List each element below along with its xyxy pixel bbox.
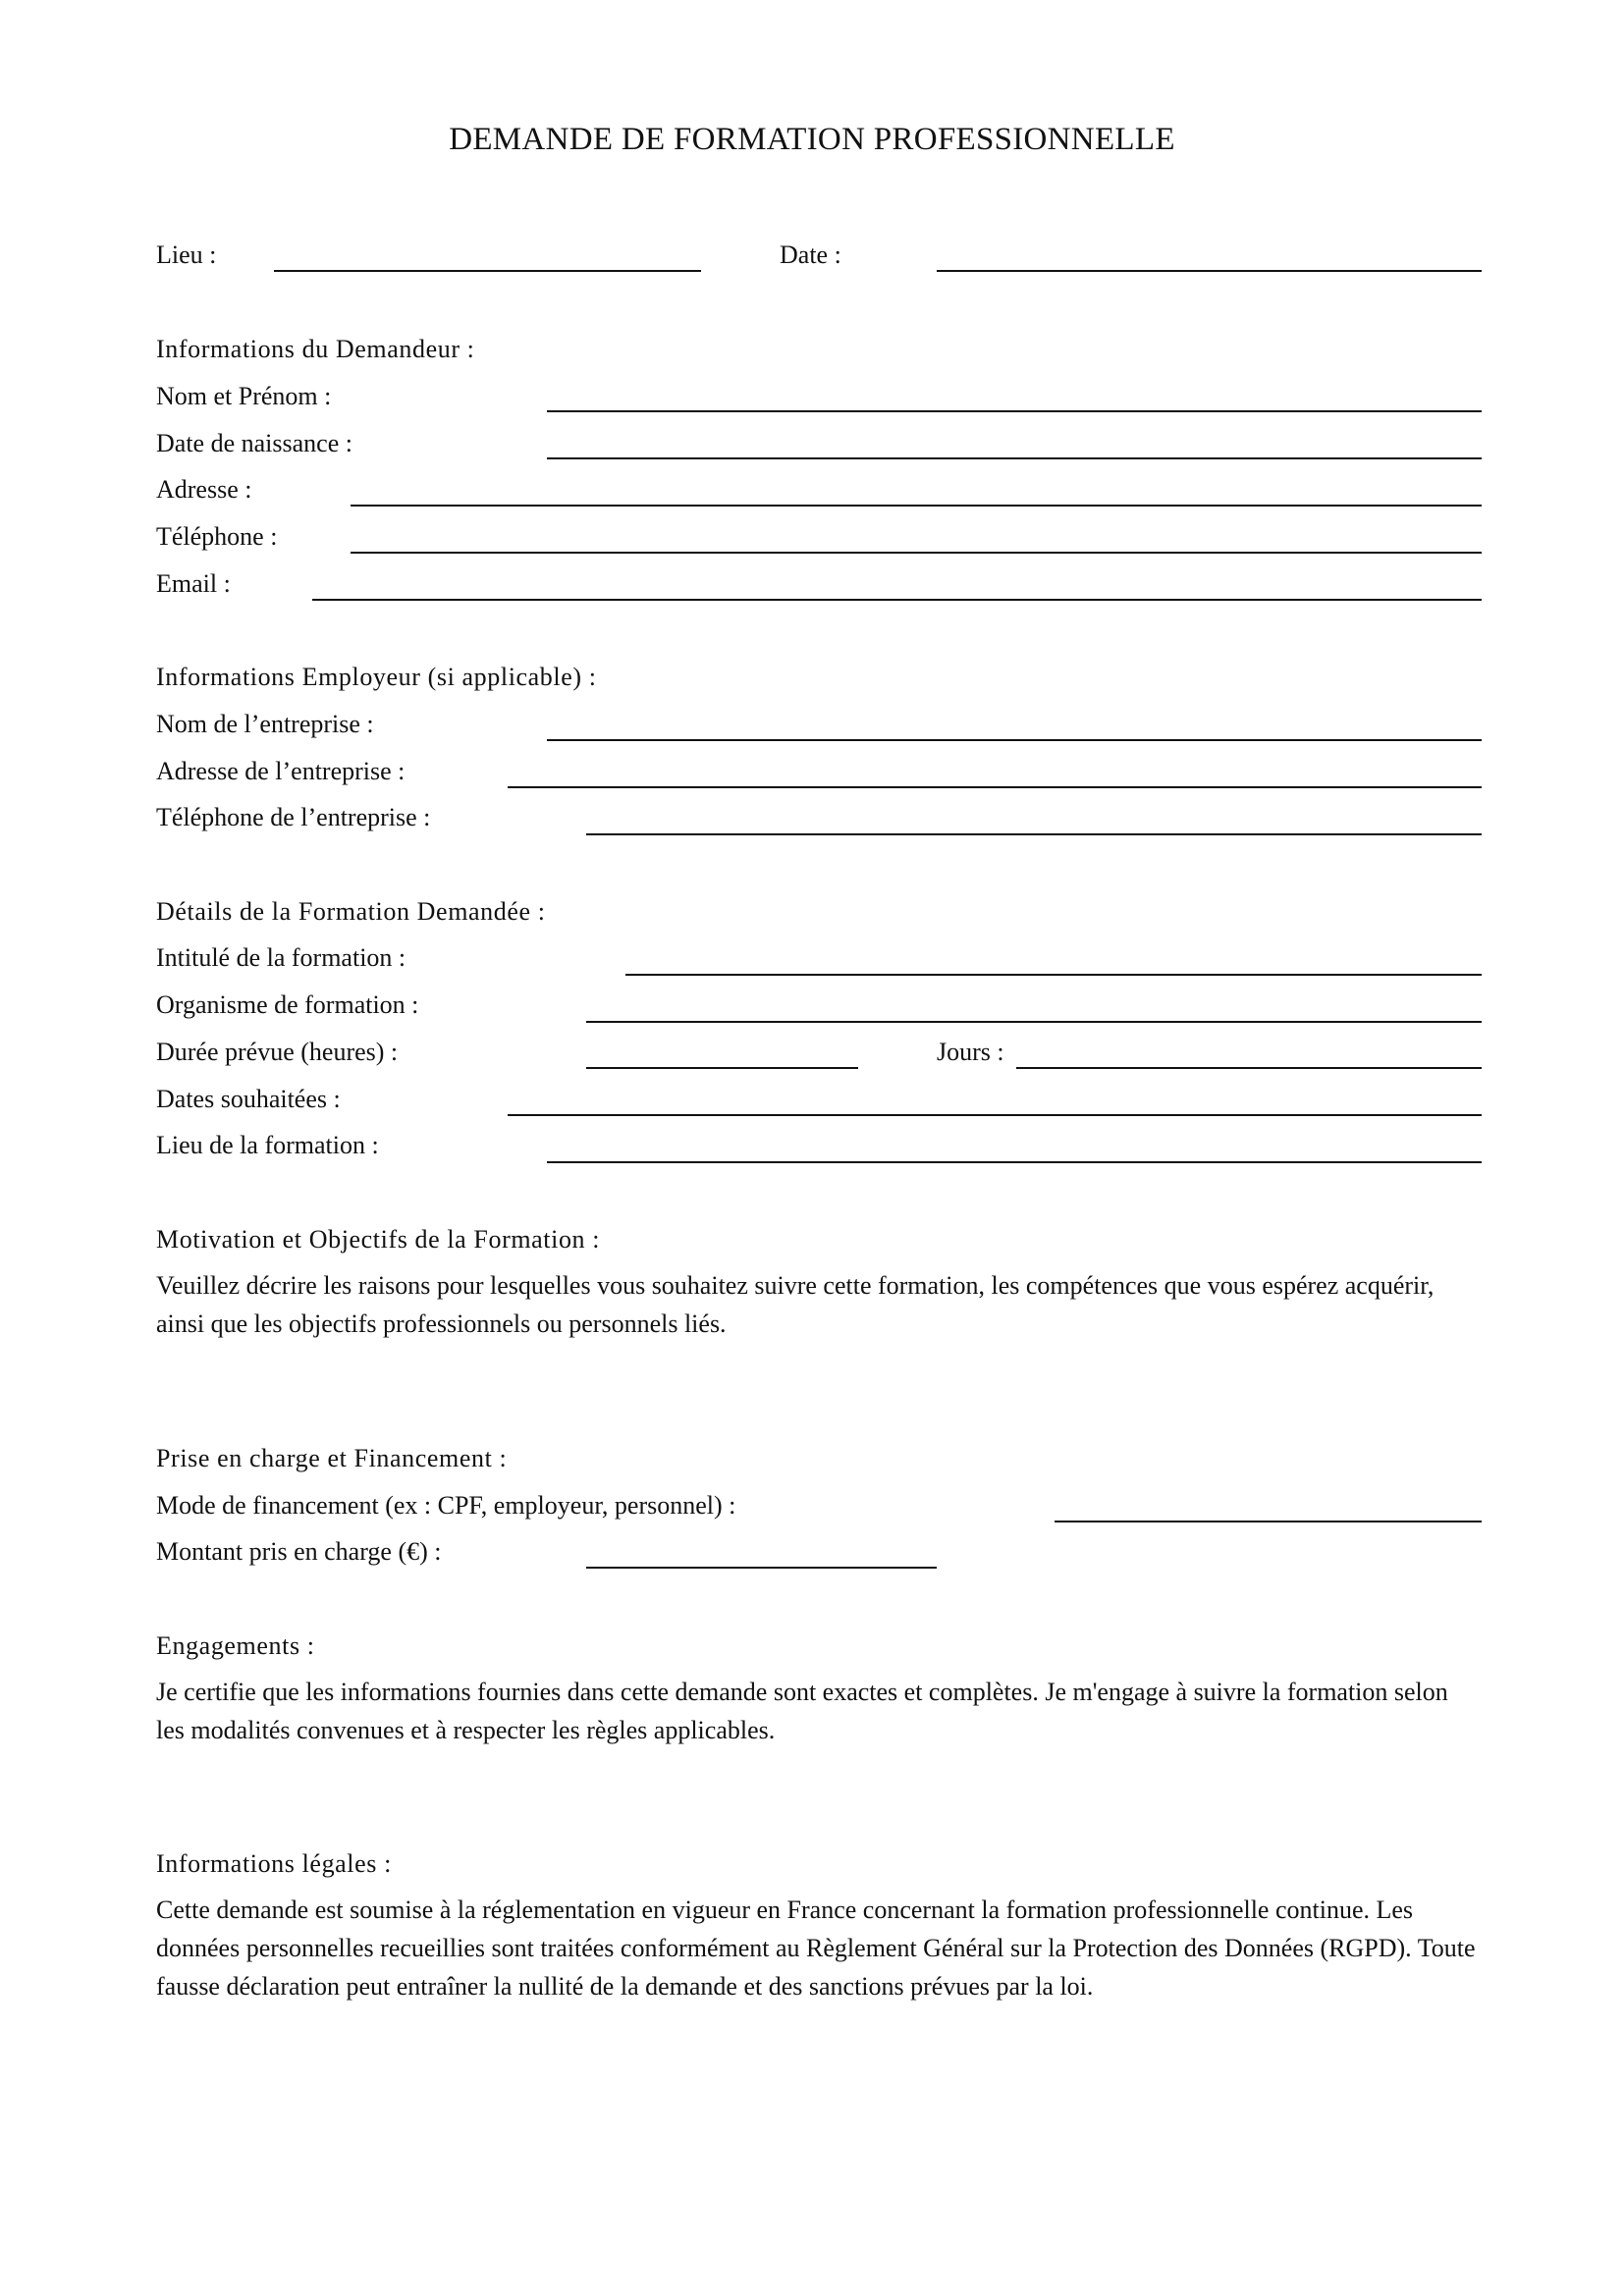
engagements-text: Je certifie que les informations fournies dans cette demande sont exactes et complètes. Je m'engage à suivre la formation selon les modalités convenues et à respecter les règles applicables. (156, 1678, 1448, 1744)
entreprise-telephone-label: Téléphone de l’entreprise : (156, 803, 431, 831)
demandeur-heading: Informations du Demandeur : (156, 335, 475, 363)
entreprise-adresse-field[interactable] (508, 786, 1482, 788)
telephone-field[interactable] (351, 552, 1482, 554)
organisme-field[interactable] (586, 1021, 1482, 1023)
lieu-formation-field[interactable] (547, 1161, 1482, 1163)
montant-label: Montant pris en charge (€) : (156, 1537, 442, 1566)
adresse-field[interactable] (351, 505, 1482, 507)
legal-text: Cette demande est soumise à la réglementation en vigueur en France concernant la formation professionnelle continue. Les données personnelles recueillies sont traitées conformément au Règlement Général sur la Protection des Données (RGPD). Toute fausse déclaration peut entraîner la nullité de la demande et des sanctions prévues par la loi. (156, 1896, 1476, 2001)
intitule-field[interactable] (625, 974, 1482, 976)
duree-label: Durée prévue (heures) : (156, 1038, 399, 1066)
lieu-label: Lieu : (156, 240, 217, 269)
engagements-heading: Engagements : (156, 1631, 315, 1660)
date-label: Date : (780, 240, 841, 269)
nom-prenom-field[interactable] (547, 410, 1482, 412)
dates-souhaitees-label: Dates souhaitées : (156, 1085, 341, 1113)
jours-field[interactable] (1016, 1067, 1482, 1069)
date-naissance-label: Date de naissance : (156, 429, 352, 457)
lieu-field[interactable] (274, 270, 701, 272)
telephone-label: Téléphone : (156, 522, 278, 551)
adresse-label: Adresse : (156, 475, 252, 504)
jours-label: Jours : (937, 1038, 1004, 1066)
financement-heading: Prise en charge et Financement : (156, 1444, 508, 1472)
lieu-formation-label: Lieu de la formation : (156, 1131, 379, 1159)
page-title: DEMANDE DE FORMATION PROFESSIONNELLE (449, 122, 1175, 157)
date-field[interactable] (937, 270, 1482, 272)
entreprise-nom-field[interactable] (547, 739, 1482, 741)
legal-heading: Informations légales : (156, 1849, 392, 1878)
entreprise-nom-label: Nom de l’entreprise : (156, 710, 374, 738)
intitule-label: Intitulé de la formation : (156, 943, 406, 972)
mode-financement-field[interactable] (1055, 1521, 1482, 1522)
entreprise-telephone-field[interactable] (586, 833, 1482, 835)
organisme-label: Organisme de formation : (156, 990, 419, 1019)
motivation-heading: Motivation et Objectifs de la Formation : (156, 1225, 601, 1254)
montant-field[interactable] (586, 1567, 937, 1569)
motivation-text: Veuillez décrire les raisons pour lesquelles vous souhaitez suivre cette formation, les compétences que vous espérez acquérir, ainsi que les objectifs professionnels ou personnels liés. (156, 1271, 1435, 1338)
duree-field[interactable] (586, 1067, 858, 1069)
email-field[interactable] (312, 599, 1482, 601)
date-naissance-field[interactable] (547, 457, 1482, 459)
entreprise-adresse-label: Adresse de l’entreprise : (156, 757, 406, 785)
mode-financement-label: Mode de financement (ex : CPF, employeur, personnel) : (156, 1491, 736, 1520)
formation-heading: Détails de la Formation Demandée : (156, 897, 546, 926)
dates-souhaitees-field[interactable] (508, 1114, 1482, 1116)
email-label: Email : (156, 569, 231, 598)
employeur-heading: Informations Employeur (si applicable) : (156, 663, 597, 691)
nom-prenom-label: Nom et Prénom : (156, 382, 332, 410)
